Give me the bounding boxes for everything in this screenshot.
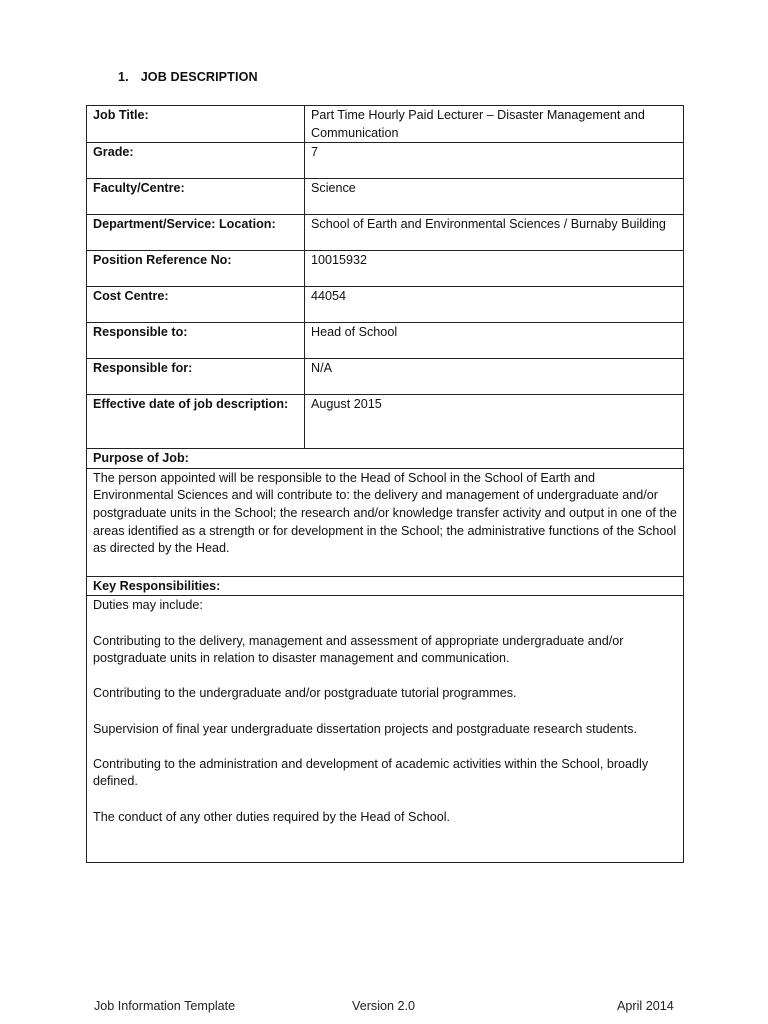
purpose-label: Purpose of Job:: [87, 449, 684, 469]
footer-template-name: Job Information Template: [94, 999, 236, 1013]
responsibility-item: Contributing to the undergraduate and/or postgraduate tutorial programmes.: [93, 686, 517, 701]
row-job-title: [87, 106, 684, 143]
responsible-for-value: N/A: [305, 359, 684, 395]
effective-date-label: Effective date of job description:: [87, 395, 305, 449]
responsible-to-value: Head of School: [305, 323, 684, 359]
grade-value: 7: [305, 143, 684, 179]
cost-centre-value: 44054: [305, 287, 684, 323]
row-cost-centre: [87, 287, 684, 323]
responsibilities-cell: [87, 596, 684, 863]
job-title-value: Part Time Hourly Paid Lecturer – Disaster Management and Communication: [305, 106, 684, 143]
page-footer: [0, 999, 768, 1024]
row-effective-date: [87, 395, 684, 449]
row-responsibilities-heading: [87, 576, 684, 596]
department-label: Department/Service: Location:: [87, 215, 305, 251]
responsibilities-label: Key Responsibilities:: [87, 576, 684, 596]
row-grade: [87, 143, 684, 179]
responsibility-item: Contributing to the delivery, management and assessment of appropriate undergraduate and/or postgraduate units in relation to disaster management and communication.: [93, 633, 624, 666]
faculty-value: Science: [305, 179, 684, 215]
responsible-to-label: Responsible to:: [87, 323, 305, 359]
footer-date: April 2014: [617, 999, 674, 1013]
section-title: JOB DESCRIPTION: [140, 70, 258, 84]
section-heading: [118, 70, 258, 84]
position-reference-value: 10015932: [305, 251, 684, 287]
job-title-label: Job Title:: [87, 106, 305, 143]
row-purpose-heading: [87, 449, 684, 469]
job-description-table: [86, 105, 684, 863]
section-number: 1.: [118, 70, 129, 84]
responsibility-item: Supervision of final year undergraduate dissertation projects and postgraduate research students.: [93, 721, 637, 736]
responsible-for-label: Responsible for:: [87, 359, 305, 395]
row-faculty: [87, 179, 684, 215]
row-position-reference: [87, 251, 684, 287]
responsibility-item: The conduct of any other duties required by the Head of School.: [93, 809, 451, 824]
department-value: School of Earth and Environmental Sciences / Burnaby Building: [305, 215, 684, 251]
responsibility-item: Contributing to the administration and development of academic activities within the School, broadly defined.: [93, 756, 649, 789]
grade-label: Grade:: [87, 143, 305, 179]
faculty-label: Faculty/Centre:: [87, 179, 305, 215]
row-purpose-text: [87, 468, 684, 576]
effective-date-value: August 2015: [305, 395, 684, 449]
cost-centre-label: Cost Centre:: [87, 287, 305, 323]
row-responsible-to: [87, 323, 684, 359]
responsibilities-intro: Duties may include:: [93, 598, 203, 613]
row-department: [87, 215, 684, 251]
row-responsible-for: [87, 359, 684, 395]
position-reference-label: Position Reference No:: [87, 251, 305, 287]
purpose-text: The person appointed will be responsible to the Head of School in the School of Earth and Environmental Sciences and will contribute to: the delivery and management of undergraduate and/or postgraduate units in the School; the research and/or knowledge transfer activity and output in one of the areas identified as a strength or for development in the School; the administrative functions of the School as directed by the Head.: [87, 468, 684, 576]
footer-version: Version 2.0: [352, 999, 416, 1013]
row-responsibilities-body: [87, 596, 684, 863]
